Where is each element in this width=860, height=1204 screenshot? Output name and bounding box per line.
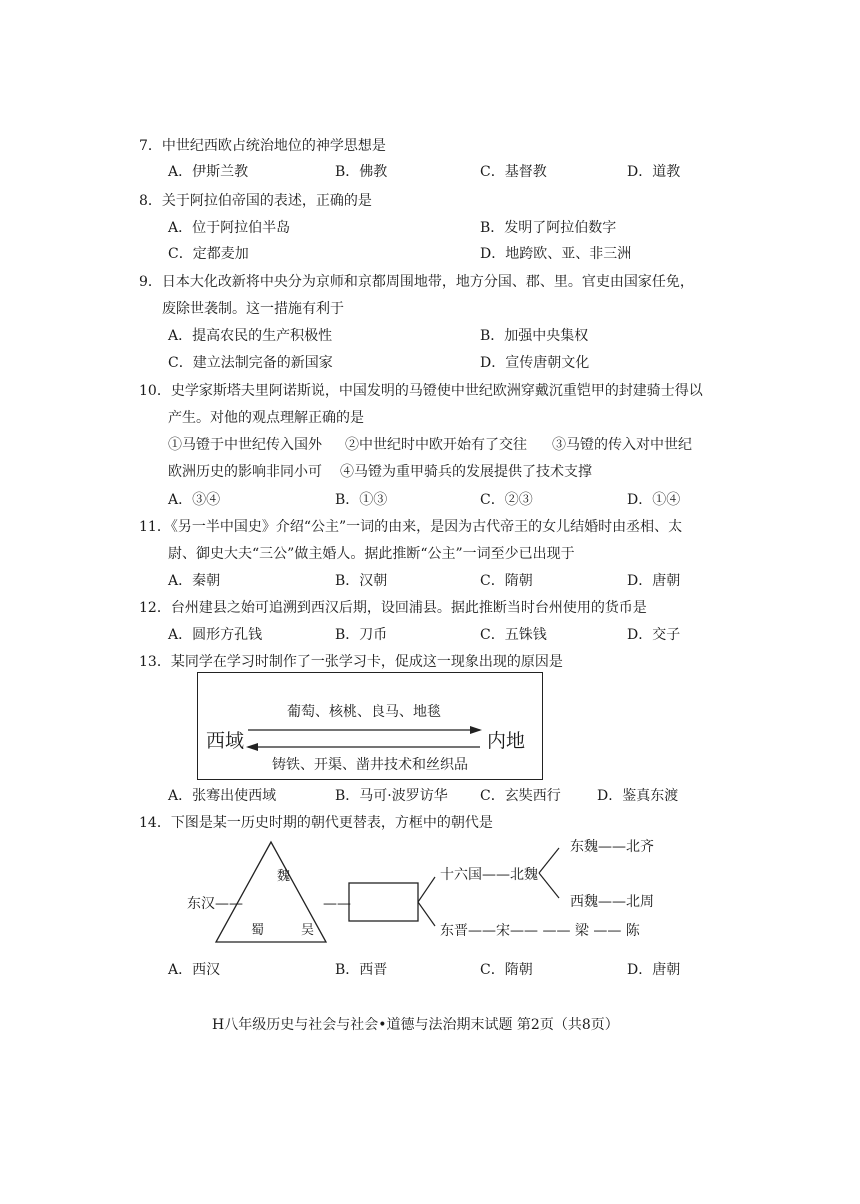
branch-line-north (418, 877, 435, 902)
option-b: B．佛教 (335, 164, 388, 180)
option-c: C．②③ (480, 492, 533, 508)
option-d: D．①④ (627, 492, 681, 508)
question-9-stem-line1: 9．日本大化改新将中央分为京师和京都周围地带，地方分国、郡、里。官吏由国家任免， (139, 274, 694, 290)
arrow-head-left (246, 743, 258, 751)
option-c: C．玄奘西行 (480, 788, 561, 804)
option-b: B．发明了阿拉伯数字 (480, 220, 617, 236)
question-10-item2: ②中世纪时中欧开始有了交往 (345, 437, 527, 453)
question-11-stem-line2: 尉、御史大夫“三公”做主婚人。据此推断“公主”一词至少已出现于 (168, 546, 575, 562)
page-footer: H八年级历史与社会与社会•道德与法治期末试题 第2页（共8页） (212, 1017, 619, 1033)
sixteen-kingdoms-label: 十六国——北魏 (440, 867, 538, 883)
card-right-label: 内地 (487, 730, 526, 752)
question-10-item1: ①马镫于中世纪传入国外 (168, 437, 322, 453)
option-a: A．位于阿拉伯半岛 (168, 220, 291, 236)
option-a: A．秦朝 (168, 573, 221, 589)
dongjin-label: 东晋——宋—— —— 梁 —— 陈 (440, 923, 640, 939)
branch-line-xiwei (539, 873, 559, 898)
option-b: B．①③ (335, 492, 388, 508)
question-10-stem-line1: 10．史学家斯塔夫里阿诺斯说，中国发明的马镫使中世纪欧洲穿戴沉重铠甲的封建骑士得以 (139, 383, 703, 399)
card-left-label: 西域 (206, 730, 245, 752)
option-d: D．交子 (627, 627, 681, 643)
option-a: A．③④ (168, 492, 221, 508)
question-12-stem: 12．台州建县之始可追溯到西汉后期，设回浦县。据此推断当时台州使用的货币是 (139, 600, 647, 616)
question-14-stem: 14．下图是某一历史时期的朝代更替表，方框中的朝代是 (139, 815, 493, 831)
option-c: C．隋朝 (480, 573, 533, 589)
wu-label: 吴 (301, 923, 315, 938)
question-7-stem: 7．中世纪西欧占统治地位的神学思想是 (139, 138, 386, 154)
option-a: A．圆形方孔钱 (168, 627, 263, 643)
question-13-stem: 13．某同学在学习时制作了一张学习卡，促成这一现象出现的原因是 (139, 654, 563, 670)
option-c: C．定都麦加 (168, 246, 249, 262)
shu-label: 蜀 (251, 923, 265, 938)
wei-label: 魏 (277, 869, 291, 884)
card-top-text: 葡萄、核桃、良马、地毯 (287, 704, 441, 720)
option-a: A．提高农民的生产积极性 (168, 328, 333, 344)
question-10-stem-line2: 产生。对他的观点理解正确的是 (168, 410, 364, 426)
option-b: B．西晋 (335, 962, 388, 978)
option-b: B．汉朝 (335, 573, 388, 589)
connector-dash: —— (323, 896, 351, 912)
option-d: D．道教 (627, 164, 681, 180)
study-card (197, 672, 543, 780)
option-d: D．宣传唐朝文化 (480, 355, 590, 371)
question-10-item4: ④马镫为重甲骑兵的发展提供了技术支撑 (340, 464, 592, 480)
option-c: C．五铢钱 (480, 627, 547, 643)
question-9-stem-line2: 废除世袭制。这一措施有利于 (162, 301, 344, 317)
branch-line-south (418, 902, 435, 926)
question-8-stem: 8．关于阿拉伯帝国的表述，正确的是 (139, 193, 372, 209)
option-a: A．张骞出使西域 (168, 788, 277, 804)
option-d: D．鉴真东渡 (597, 788, 679, 804)
question-10-item3: ③马镫的传入对中世纪 (552, 437, 692, 453)
donghan-label: 东汉—— (187, 896, 243, 912)
arrow-head-right (470, 726, 482, 734)
branch-line-dongwei (539, 848, 559, 873)
option-c: C．隋朝 (480, 962, 533, 978)
option-b: B．马可·波罗访华 (335, 788, 448, 804)
option-c: C．建立法制完备的新国家 (168, 355, 333, 371)
option-a: A．伊斯兰教 (168, 164, 249, 180)
option-d: D．唐朝 (627, 573, 681, 589)
question-11-stem-line1: 11．《另一半中国史》介绍“公主”一词的由来，是因为古代帝王的女儿结婚时由丞相、太 (139, 519, 683, 535)
xiwei-label: 西魏——北周 (570, 894, 654, 910)
option-d: D．地跨欧、亚、非三洲 (480, 246, 632, 262)
answer-blank-box (349, 883, 418, 921)
option-b: B．刀币 (335, 627, 388, 643)
question-10-item3-cont: 欧洲历史的影响非同小可 (168, 464, 322, 480)
card-bottom-text: 铸铁、开渠、凿井技术和丝织品 (272, 757, 468, 773)
option-d: D．唐朝 (627, 962, 681, 978)
option-a: A．西汉 (168, 962, 221, 978)
option-c: C．基督教 (480, 164, 547, 180)
option-b: B．加强中央集权 (480, 328, 589, 344)
dongwei-label: 东魏——北齐 (570, 839, 654, 855)
